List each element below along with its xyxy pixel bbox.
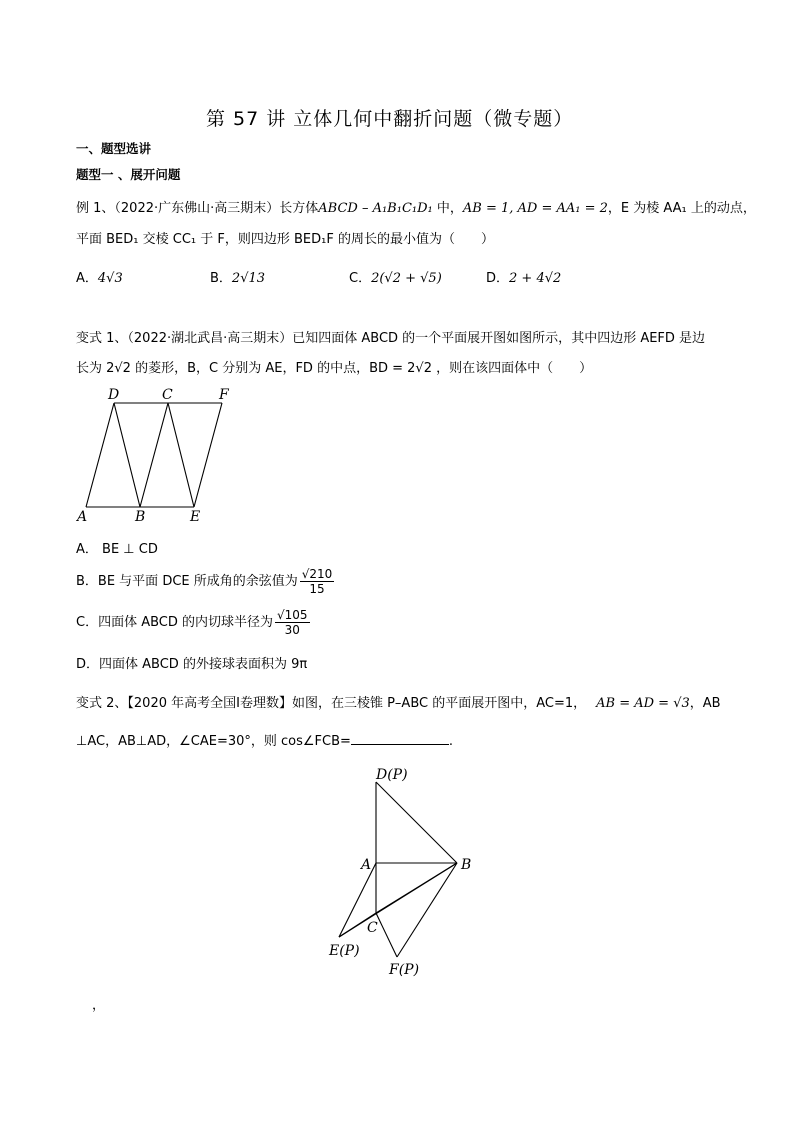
variant1-option-d: D．四面体 ABCD 的外接球表面积为 9π: [76, 657, 308, 672]
option-label: B．: [210, 271, 232, 286]
option-label: C．: [349, 271, 372, 286]
option-value: 2(√2 + √5): [371, 271, 442, 286]
label-A: A: [361, 857, 372, 873]
option-value: 2√13: [231, 271, 266, 286]
variant2-text: 变式 2、【2020 年高考全国Ⅰ卷理数】如图，在三棱锥 P–ABC 的平面展开图中，AC=1，: [76, 696, 587, 711]
edge-EB: [339, 863, 457, 937]
fraction-denominator: 15: [309, 582, 325, 596]
example1-line2: 平面 BED₁ 交棱 CC₁ 于 F，则四边形 BED₁F 的周长的最小值为（ ）: [76, 232, 494, 247]
option-c-text: C．四面体 ABCD 的内切球半径为: [76, 615, 274, 630]
label-E-P: E(P): [329, 943, 360, 959]
label-C: C: [162, 387, 173, 403]
page-title: 第 57 讲 立体几何中翻折问题（微专题）: [206, 108, 574, 130]
label-F-P: F(P): [389, 962, 420, 978]
variant2-line2-text: ⊥AC，AB⊥AD，∠CAE=30°，则 cos∠FCB=: [76, 734, 351, 749]
section-heading: 一、题型选讲: [76, 141, 152, 156]
topic-heading: 题型一 、展开问题: [76, 167, 181, 182]
variant2-line1-end: ，AB: [689, 696, 721, 711]
label-C: C: [367, 920, 378, 936]
example1-prefix: 例 1、（2022·广东佛山·高三期末）长方体: [76, 201, 319, 216]
variant2-condition: AB = AD = √3: [596, 696, 690, 711]
edge-DB: [376, 782, 457, 863]
label-B: B: [461, 857, 472, 873]
option-label: D．: [486, 271, 510, 286]
option-value: 4√3: [97, 271, 123, 286]
fraction-denominator: 30: [284, 623, 300, 637]
trailing-mark: ，: [92, 998, 106, 1013]
example1-solid: ABCD – A₁B₁C₁D₁: [318, 201, 433, 216]
option-label: A．: [76, 271, 98, 286]
option-b-text: B．BE 与平面 DCE 所成角的余弦值为: [76, 574, 298, 589]
label-A: A: [77, 509, 88, 525]
edge-CF: [376, 913, 397, 957]
label-D-P: D(P): [376, 767, 408, 783]
variant1-line1: 变式 1、（2022·湖北武昌·高三期末）已知四面体 ABCD 的一个平面展开图如图所示，其中四边形 AEFD 是边: [76, 331, 706, 346]
variant1-line2: 长为 2√2 的菱形，B，C 分别为 AE，FD 的中点，BD = 2√2 ，则在该四面体中（ ）: [76, 361, 593, 376]
label-E: E: [190, 509, 201, 525]
fraction-numerator: √210: [301, 567, 333, 581]
example1-mid: 中，: [432, 201, 463, 216]
label-F: F: [219, 387, 229, 403]
label-D: D: [108, 387, 120, 403]
fraction-numerator: √105: [277, 608, 308, 622]
example1-condition: AB = 1, AD = AA₁ = 2: [462, 201, 608, 216]
example1-suffix: ，E 为棱 AA₁ 上的动点，: [607, 201, 756, 216]
variant1-option-a: A． BE ⊥ CD: [76, 542, 158, 557]
variant2-line2-end: .: [448, 734, 454, 749]
option-value: 2 + 4√2: [509, 271, 562, 286]
edge-FB: [397, 863, 457, 957]
label-B: B: [135, 509, 146, 525]
